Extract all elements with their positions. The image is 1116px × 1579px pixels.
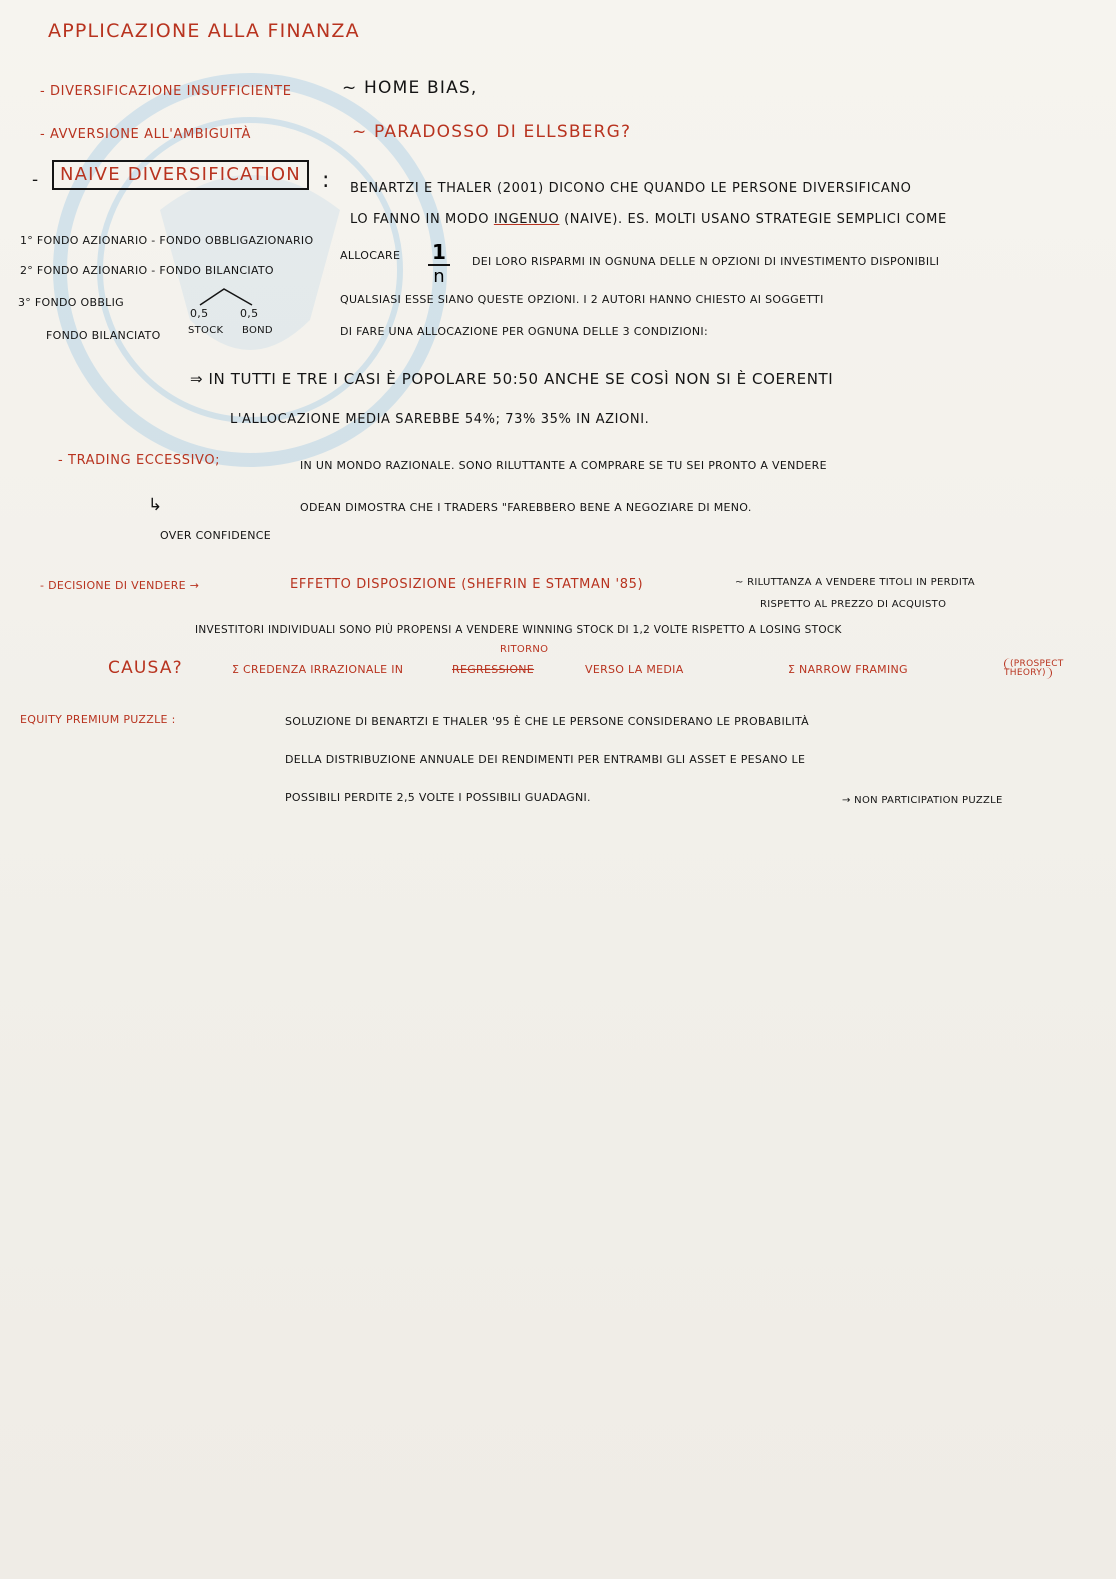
naive-colon: : xyxy=(322,168,331,193)
naive-underlined-ingenuo: INGENUO xyxy=(493,212,560,227)
naive-allocation: L'ALLOCAZIONE MEDIA SAREBBE 54%; 73% 35% IN AZIONI. xyxy=(230,412,650,427)
split-a: 0,5 xyxy=(190,307,209,320)
trading-label: - TRADING ECCESSIVO; xyxy=(58,453,221,468)
equity-line-2: DELLA DISTRIBUZIONE ANNUALE DEI RENDIMENTI PER ENTRAMBI GLI ASSET E PESANO LE xyxy=(285,753,806,766)
bullet-diversificazione: - DIVERSIFICAZIONE INSUFFICIENTE xyxy=(40,84,292,99)
trading-line-1: IN UN MONDO RAZIONALE. SONO RILUTTANTE A COMPRARE SE TU SEI PRONTO A VENDERE xyxy=(300,459,827,472)
cause-1-start: Σ CREDENZA IRRAZIONALE IN xyxy=(232,663,404,676)
naive-diversification-box: NAIVE DIVERSIFICATION xyxy=(52,160,309,190)
cause-1-end: VERSO LA MEDIA xyxy=(585,663,684,676)
naive-line-2-end: (NAIVE). ES. MOLTI USANO STRATEGIE SEMPLICI COME xyxy=(564,212,947,227)
side-condition-3b: FONDO BILANCIATO xyxy=(46,329,161,342)
naive-line-4: QUALSIASI ESSE SIANO QUESTE OPZIONI. I 2 AUTORI HANNO CHIESTO AI SOGGETTI xyxy=(340,293,824,306)
naive-line-5: DI FARE UNA ALLOCAZIONE PER OGNUNA DELLE 3 CONDIZIONI: xyxy=(340,325,708,338)
naive-line-3-start: ALLOCARE xyxy=(340,249,401,262)
naive-conclusion: ⇒ IN TUTTI E TRE I CASI È POPOLARE 50:50 ANCHE SE COSÌ NON SI È COERENTI xyxy=(190,370,834,388)
prospect-theory-note xyxy=(1004,660,1094,678)
naive-line-1: BENARTZI E THALER (2001) DICONO CHE QUANDO LE PERSONE DIVERSIFICANO xyxy=(350,181,912,196)
trading-line-2: ODEAN DIMOSTRA CHE I TRADERS "FAREBBERO BENE A NEGOZIARE DI MENO. xyxy=(300,501,752,514)
side-condition-1: 1° FONDO AZIONARIO - FONDO OBBLIGAZIONARIO xyxy=(20,234,314,247)
fraction-numerator: 1 xyxy=(428,240,450,266)
side-condition-3: 3° FONDO OBBLIG xyxy=(18,296,124,309)
ellsberg-label: ~ PARADOSSO DI ELLSBERG? xyxy=(352,122,632,142)
equity-line-1: SOLUZIONE DI BENARTZI E THALER '95 È CHE LE PERSONE CONSIDERANO LE PROBABILITÀ xyxy=(285,715,810,728)
prospect-theory-paren: (PROSPECT THEORY) xyxy=(1004,659,1064,678)
stock-label: STOCK xyxy=(188,325,224,336)
cause-2: Σ NARROW FRAMING xyxy=(788,663,908,676)
causa-label: CAUSA? xyxy=(108,658,183,678)
decision-right-1: ~ RILUTTANZA A VENDERE TITOLI IN PERDITA xyxy=(735,577,975,588)
split-lines-icon xyxy=(192,285,262,307)
non-participation-note: → NON PARTICIPATION PUZZLE xyxy=(842,795,1003,806)
trading-arrow-icon: ↳ xyxy=(148,495,164,515)
bond-label: BOND xyxy=(242,325,273,336)
home-bias-label: ~ HOME BIAS, xyxy=(342,78,478,98)
over-confidence-label: OVER CONFIDENCE xyxy=(160,529,271,542)
bullet-avversione: - AVVERSIONE ALL'AMBIGUITÀ xyxy=(40,127,251,142)
equity-label: EQUITY PREMIUM PUZZLE : xyxy=(20,713,176,726)
side-condition-2: 2° FONDO AZIONARIO - FONDO BILANCIATO xyxy=(20,264,274,277)
naive-line-2-start: LO FANNO IN MODO xyxy=(350,212,490,227)
naive-line-2 xyxy=(350,213,947,226)
decision-line-1: INVESTITORI INDIVIDUALI SONO PIÙ PROPENSI A VENDERE WINNING STOCK DI 1,2 VOLTE RISPETTO A LOSING STOCK xyxy=(195,624,842,636)
decision-label: - DECISIONE DI VENDERE → xyxy=(40,579,200,592)
bullet-dash: - xyxy=(32,170,40,190)
page-title: APPLICAZIONE ALLA FINANZA xyxy=(48,20,360,42)
split-b: 0,5 xyxy=(240,307,259,320)
equity-line-3: POSSIBILI PERDITE 2,5 VOLTE I POSSIBILI GUADAGNI. xyxy=(285,791,591,804)
disposition-effect: EFFETTO DISPOSIZIONE (SHEFRIN E STATMAN '85) xyxy=(290,577,644,592)
fraction-1-over-n xyxy=(428,240,450,287)
fraction-denominator: n xyxy=(433,266,445,287)
cause-1-correction: RITORNO xyxy=(500,644,549,655)
naive-line-3-end: DEI LORO RISPARMI IN OGNUNA DELLE N OPZIONI DI INVESTIMENTO DISPONIBILI xyxy=(472,255,940,268)
decision-right-2: RISPETTO AL PREZZO DI ACQUISTO xyxy=(760,599,947,610)
cause-1-struck: REGRESSIONE xyxy=(452,663,535,676)
